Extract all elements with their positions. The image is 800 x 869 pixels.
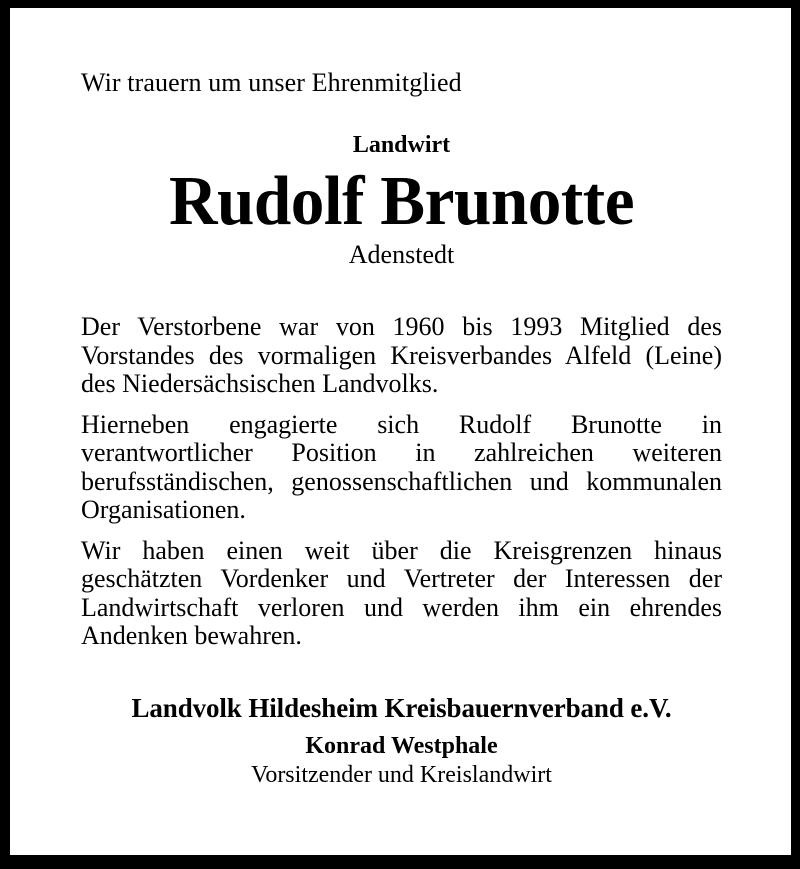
obituary-notice-body	[10, 8, 791, 855]
notice-paragraph: Wir haben einen weit über die Kreisgrenzen hinaus geschätzten Vordenker und Vertreter der Interessen der Landwirtschaft verloren und werden ihm ein ehrendes Andenken bewahren.	[81, 535, 722, 650]
signing-organization: Landvolk Hildesheim Kreisbauernverband e.V.	[131, 692, 672, 723]
notice-content	[79, 68, 722, 789]
signature-block	[81, 693, 722, 789]
notice-paragraph: Hierneben engagierte sich Rudolf Brunotte in verantwortlicher Position in zahlreichen weiteren berufsständischen, genossenschaftlichen und kommunalen Organisationen.	[81, 409, 722, 524]
deceased-name: Rudolf Brunotte	[168, 163, 635, 240]
notice-paragraph: Der Verstorbene war von 1960 bis 1993 Mitglied des Vorstandes des vormaligen Kreisverbandes Alfeld (Leine) des Niedersächsischen Landvolks.	[81, 312, 722, 398]
mourning-lead-line: Wir trauern um unser Ehrenmitglied	[81, 68, 462, 97]
signer-name: Konrad Westphale	[305, 732, 498, 759]
deceased-profession: Landwirt	[352, 132, 451, 158]
signer-role: Vorsitzender und Kreislandwirt	[251, 761, 552, 788]
deceased-place: Adenstedt	[348, 240, 455, 269]
notice-body-text	[81, 313, 722, 651]
